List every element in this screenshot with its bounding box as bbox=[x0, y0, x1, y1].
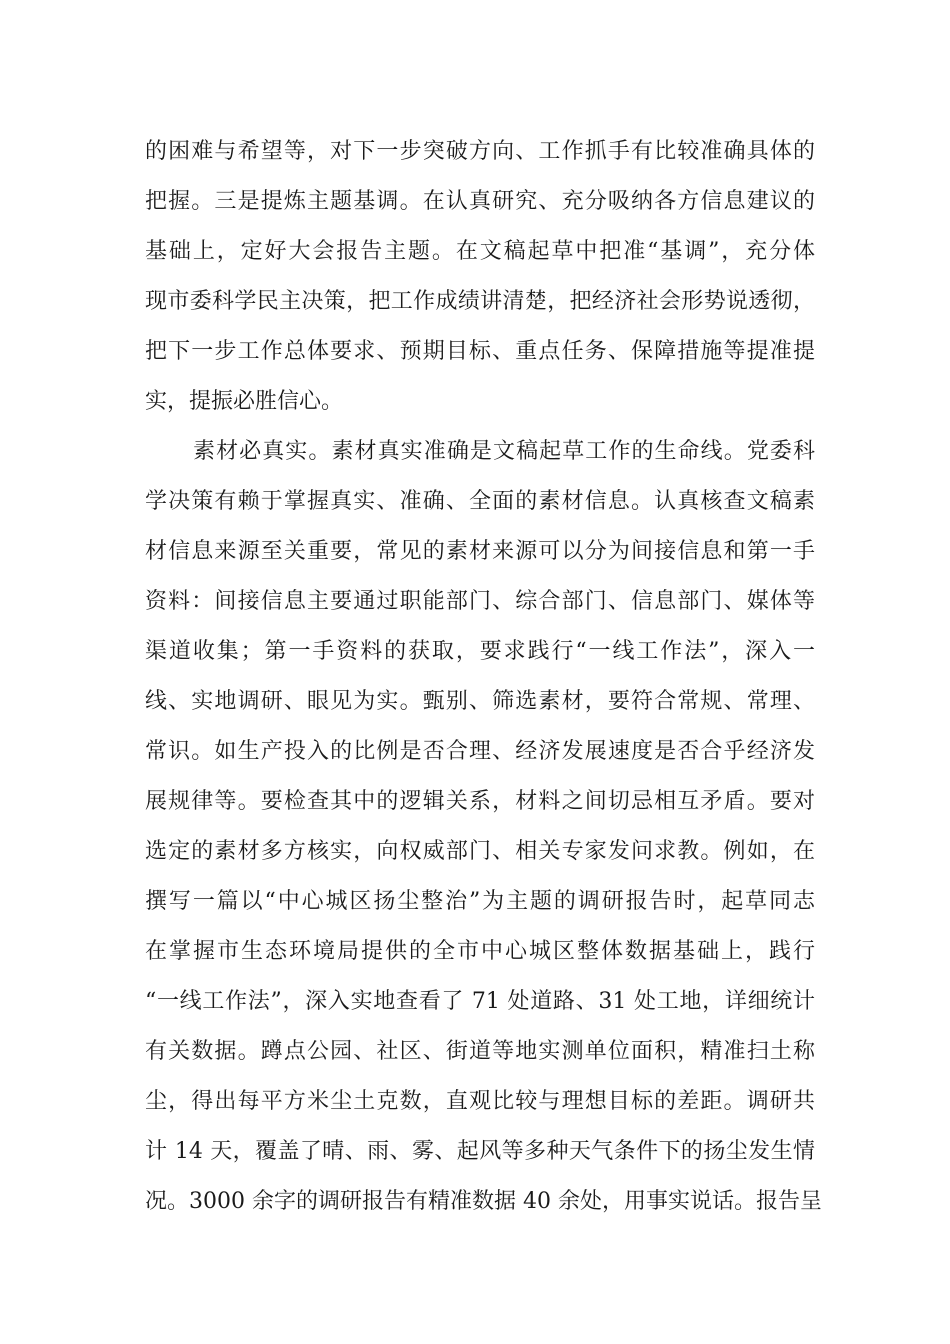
text-line: 学决策有赖于掌握真实、准确、全面的素材信息。认真核查文稿素 bbox=[145, 489, 815, 514]
text-line: 常识。如生产投入的比例是否合理、经济发展速度是否合乎经济发 bbox=[145, 739, 815, 764]
text-line: 有关数据。蹲点公园、社区、街道等地实测单位面积，精准扫土称 bbox=[145, 1039, 815, 1064]
text-line: 选定的素材多方核实，向权威部门、相关专家发问求教。例如，在 bbox=[145, 839, 815, 864]
text-line: 渠道收集；第一手资料的获取，要求践行“一线工作法”，深入一 bbox=[145, 639, 815, 664]
text-line: “一线工作法”，深入实地查看了 71 处道路、31 处工地，详细统计 bbox=[145, 989, 815, 1014]
paragraph-1 bbox=[145, 132, 815, 432]
text-line: 实，提振必胜信心。 bbox=[145, 389, 344, 414]
text-line: 计 14 天，覆盖了晴、雨、雾、起风等多种天气条件下的扬尘发生情 bbox=[145, 1139, 815, 1164]
text-line: 把下一步工作总体要求、预期目标、重点任务、保障措施等提准提 bbox=[145, 339, 815, 364]
text-line: 基础上，定好大会报告主题。在文稿起草中把准“基调”，充分体 bbox=[145, 239, 815, 264]
text-line: 撰写一篇以“中心城区扬尘整治”为主题的调研报告时，起草同志 bbox=[145, 889, 815, 914]
text-line: 的困难与希望等，对下一步突破方向、工作抓手有比较准确具体的 bbox=[145, 139, 815, 164]
text-line: 把握。三是提炼主题基调。在认真研究、充分吸纳各方信息建议的 bbox=[145, 189, 815, 214]
body-text bbox=[145, 132, 822, 1232]
text-line: 尘，得出每平方米尘土克数，直观比较与理想目标的差距。调研共 bbox=[145, 1089, 815, 1114]
text-line: 材信息来源至关重要，常见的素材来源可以分为间接信息和第一手 bbox=[145, 539, 815, 564]
text-line: 资料：间接信息主要通过职能部门、综合部门、信息部门、媒体等 bbox=[145, 589, 815, 614]
text-line: 素材必真实。素材真实准确是文稿起草工作的生命线。党委科 bbox=[193, 439, 815, 464]
text-line: 在掌握市生态环境局提供的全市中心城区整体数据基础上，践行 bbox=[145, 939, 815, 964]
text-line: 展规律等。要检查其中的逻辑关系，材料之间切忌相互矛盾。要对 bbox=[145, 789, 815, 814]
text-line: 线、实地调研、眼见为实。甄别、筛选素材，要符合常规、常理、 bbox=[145, 689, 815, 714]
text-line: 现市委科学民主决策，把工作成绩讲清楚，把经济社会形势说透彻， bbox=[145, 289, 815, 314]
paragraph-2 bbox=[145, 432, 822, 1232]
text-line: 况。3000 余字的调研报告有精准数据 40 余处，用事实说话。报告呈 bbox=[145, 1189, 822, 1214]
